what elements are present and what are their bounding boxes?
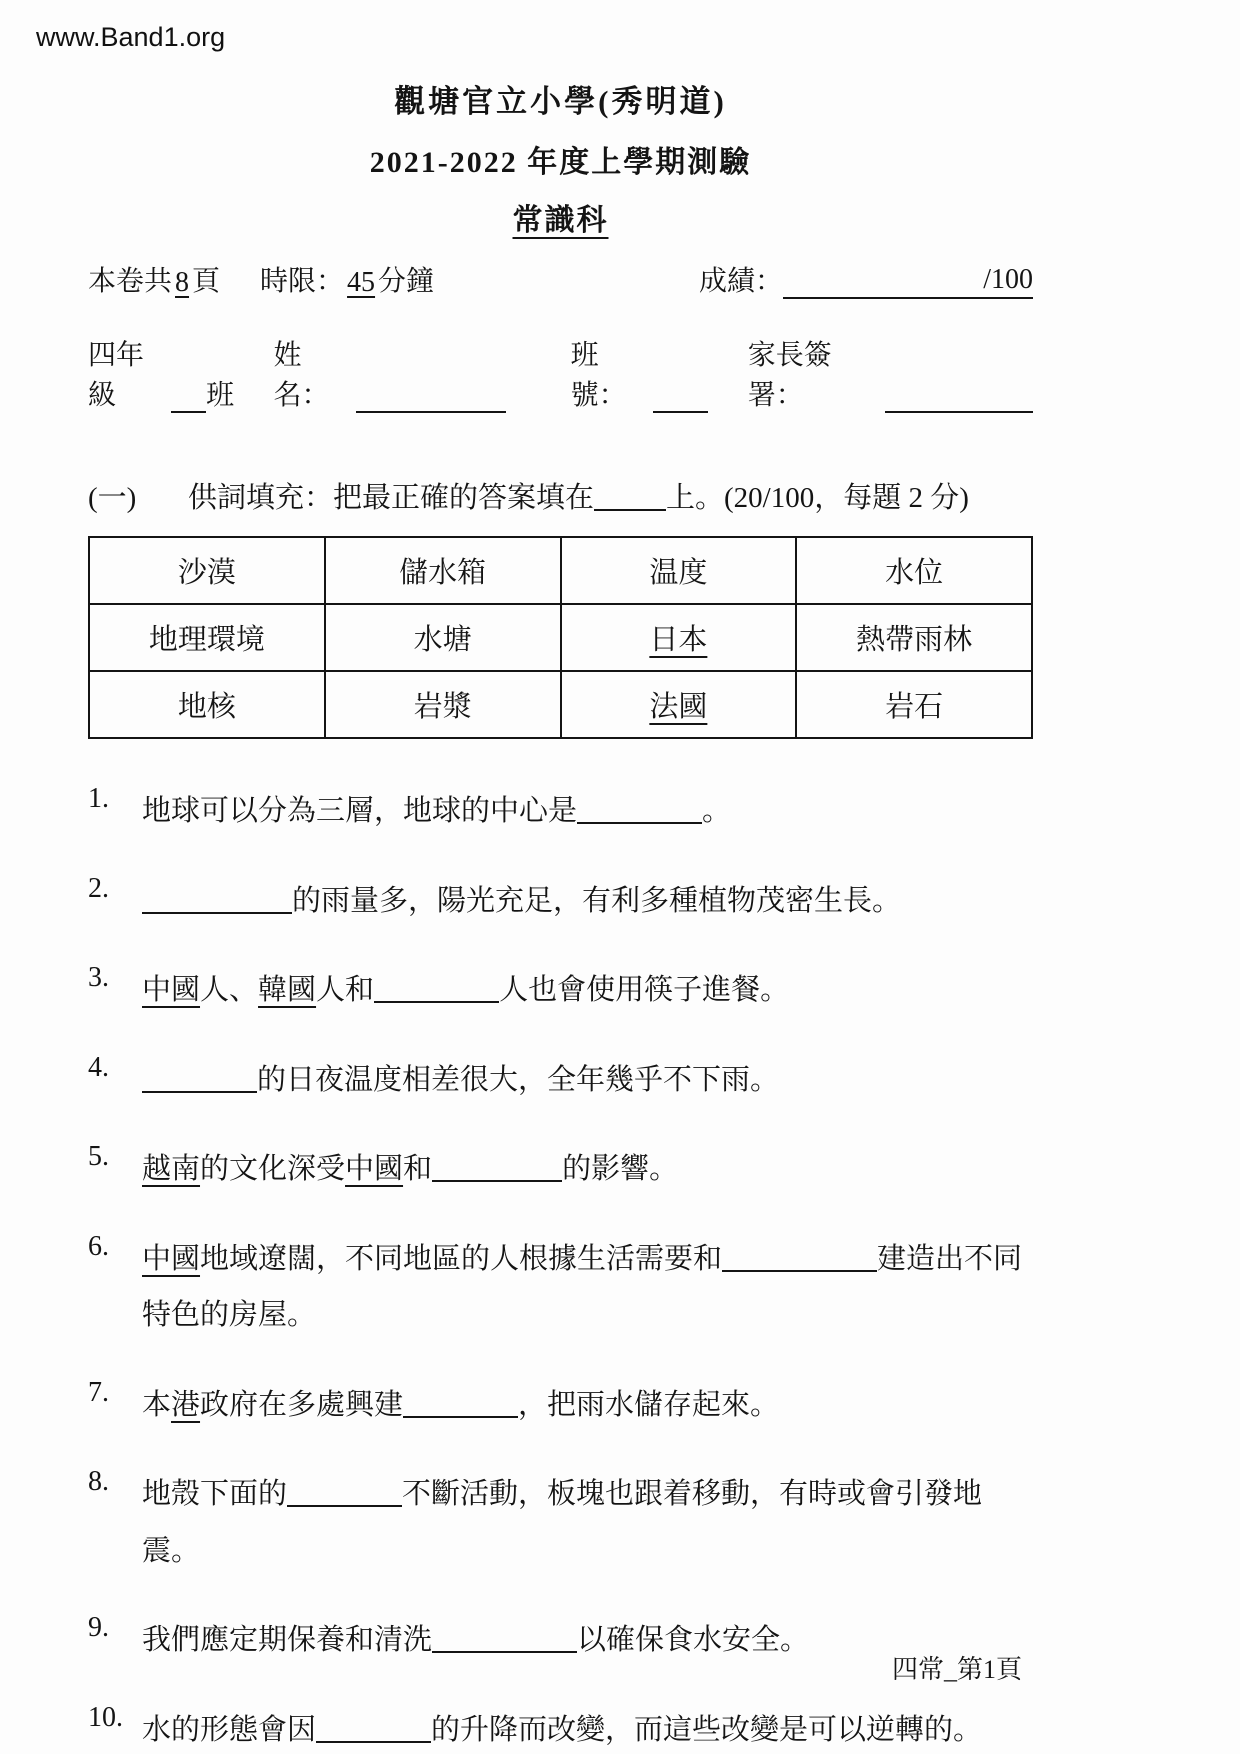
question-number: 2. (88, 872, 109, 904)
underlined-term: 越南 (142, 1153, 201, 1186)
grade-label: 四年級 (88, 340, 145, 411)
question-number: 8. (88, 1466, 109, 1498)
word-bank-cell (89, 671, 325, 738)
answer-blank (142, 884, 292, 914)
grade-label-post: 班 (206, 380, 235, 411)
answer-blank (577, 794, 702, 824)
term-title: 2021-2022 年度上學期測驗 (369, 146, 752, 179)
word-bank-word: 水塘 (413, 624, 472, 656)
word-bank-body (89, 537, 1032, 738)
info-row-2 (88, 333, 1033, 413)
question-list (88, 783, 1033, 1754)
question-segment: 地殼下面的 (142, 1478, 288, 1511)
answer-blank (432, 1623, 577, 1653)
word-bank-cell (89, 604, 325, 671)
word-bank-word: 熱帶雨林 (856, 624, 973, 656)
section-1-heading (88, 475, 1033, 516)
question-number: 3. (88, 962, 109, 994)
parent-sign-blank (885, 383, 1033, 413)
answer-blank (142, 1063, 257, 1093)
question-text (142, 873, 1033, 930)
question-segment: 人、 (200, 974, 259, 1007)
instruction-post: 上。(20/100，每題 2 分) (666, 482, 969, 514)
underlined-term: 中國 (345, 1153, 404, 1186)
underlined-term: 港 (171, 1388, 201, 1421)
question-segment: 的文化深受 (200, 1153, 346, 1186)
question-segment: 的影響。 (562, 1153, 679, 1186)
pages-label-post: 頁 (192, 266, 221, 297)
score-blank-line: /100 (783, 263, 1033, 299)
word-bank-row (89, 604, 1032, 671)
question-text (142, 1141, 1033, 1198)
class-no-label: 班號： (570, 340, 627, 411)
question-segment: 的升降而改變，而這些改變是可以逆轉的。 (431, 1714, 983, 1747)
question-text (142, 962, 1033, 1019)
answer-blank (374, 973, 499, 1003)
pages-value: 8 (175, 267, 190, 298)
section-number: (一) (88, 482, 137, 514)
word-bank-word: 法國 (649, 691, 708, 723)
score-label: 成績： (698, 266, 783, 297)
word-bank-table (88, 536, 1033, 739)
word-bank-cell (796, 537, 1032, 604)
question-item (88, 1141, 1033, 1198)
time-label: 時限： (260, 266, 345, 297)
question-segment: ，把雨水儲存起來。 (518, 1388, 780, 1421)
question-item (88, 1377, 1033, 1434)
word-bank-row (89, 671, 1032, 738)
question-segment: 的日夜温度相差很大，全年幾乎不下雨。 (257, 1063, 780, 1096)
question-number: 6. (88, 1230, 109, 1262)
watermark: www.Band1.org (36, 22, 226, 52)
word-bank-word: 岩漿 (413, 691, 472, 723)
word-bank-cell (325, 604, 561, 671)
name-label: 姓名： (273, 340, 330, 411)
word-bank-cell (561, 537, 797, 604)
question-segment: 以確保食水安全。 (577, 1624, 810, 1657)
parent-sign-label: 家長簽署： (747, 340, 832, 411)
question-segment: 的雨量多，陽光充足，有利多種植物茂密生長。 (292, 884, 902, 917)
question-segment: 我們應定期保養和清洗 (142, 1624, 433, 1657)
question-text (142, 1377, 1033, 1434)
info-row-1 (88, 259, 1033, 299)
question-item (88, 1052, 1033, 1109)
question-text (142, 1052, 1033, 1109)
question-segment: 人也會使用筷子進餐。 (499, 974, 790, 1007)
word-bank-cell (325, 537, 561, 604)
answer-blank (287, 1477, 402, 1507)
section-instruction (188, 475, 969, 516)
underlined-term: 中國 (142, 1242, 201, 1275)
question-text (142, 1231, 1033, 1344)
word-bank-cell (325, 671, 561, 738)
answer-blank (316, 1713, 431, 1743)
word-bank-word: 地理環境 (148, 624, 265, 656)
answer-blank (722, 1242, 877, 1272)
question-text (142, 1702, 1033, 1754)
question-segment: 。 (702, 795, 732, 827)
question-text (142, 1466, 1033, 1579)
name-blank (356, 383, 506, 413)
question-number: 10. (88, 1702, 123, 1734)
word-bank-word: 水位 (885, 557, 944, 589)
word-bank-cell (89, 537, 325, 604)
class-no-blank (653, 383, 708, 413)
class-letter-blank (171, 383, 206, 413)
word-bank-word: 温度 (649, 557, 708, 589)
word-bank-word: 日本 (649, 624, 708, 656)
time-unit: 分鐘 (378, 266, 435, 297)
score-field (699, 259, 1033, 299)
word-bank-word: 岩石 (885, 691, 944, 723)
instruction-blank (594, 481, 666, 511)
pages-time-info (88, 259, 434, 299)
question-segment: 地域遼闊，不同地區的人根據生活需要和 (200, 1242, 723, 1275)
question-number: 7. (88, 1376, 109, 1408)
word-bank-cell (796, 604, 1032, 671)
pages-label-pre: 本卷共 (88, 266, 173, 297)
question-segment: 水的形態會因 (142, 1714, 317, 1747)
underlined-term: 中國 (142, 974, 201, 1007)
word-bank-word: 沙漠 (177, 557, 236, 589)
question-item (88, 1231, 1033, 1344)
question-number: 4. (88, 1051, 109, 1083)
paper-content (88, 76, 1033, 1754)
word-bank-word: 儲水箱 (399, 557, 487, 589)
question-item (88, 783, 1033, 840)
word-bank-cell (796, 671, 1032, 738)
answer-blank (403, 1388, 518, 1418)
paper-header (88, 76, 1033, 239)
question-item (88, 873, 1033, 930)
question-segment: 政府在多處興建 (200, 1388, 404, 1421)
school-name: 觀塘官立小學(秀明道) (394, 84, 727, 119)
question-number: 1. (88, 783, 109, 814)
word-bank-cell (561, 604, 797, 671)
question-segment: 建造出不同特色的房屋。 (142, 1242, 1023, 1332)
underlined-term: 韓國 (258, 974, 317, 1007)
question-segment: 地球可以分為三層，地球的中心是 (142, 795, 578, 827)
instruction-pre: 供詞填充：把最正確的答案填在 (188, 482, 595, 514)
word-bank-cell (561, 671, 797, 738)
question-segment: 和 (403, 1153, 433, 1186)
question-text (142, 783, 1033, 840)
answer-blank (432, 1152, 562, 1182)
word-bank-row (89, 537, 1032, 604)
question-item (88, 962, 1033, 1019)
question-segment: 人和 (316, 974, 375, 1007)
question-item (88, 1466, 1033, 1579)
page-footer: 四常_第1頁 (891, 1655, 1022, 1684)
word-bank-word: 地核 (177, 691, 236, 723)
question-segment: 不斷活動，板塊也跟着移動，有時或會引發地震。 (142, 1478, 983, 1567)
question-item (88, 1702, 1033, 1754)
question-number: 9. (88, 1612, 109, 1644)
question-number: 5. (88, 1141, 109, 1173)
subject-title: 常識科 (512, 204, 609, 237)
question-segment: 本 (142, 1388, 172, 1421)
time-value: 45 (347, 267, 376, 298)
